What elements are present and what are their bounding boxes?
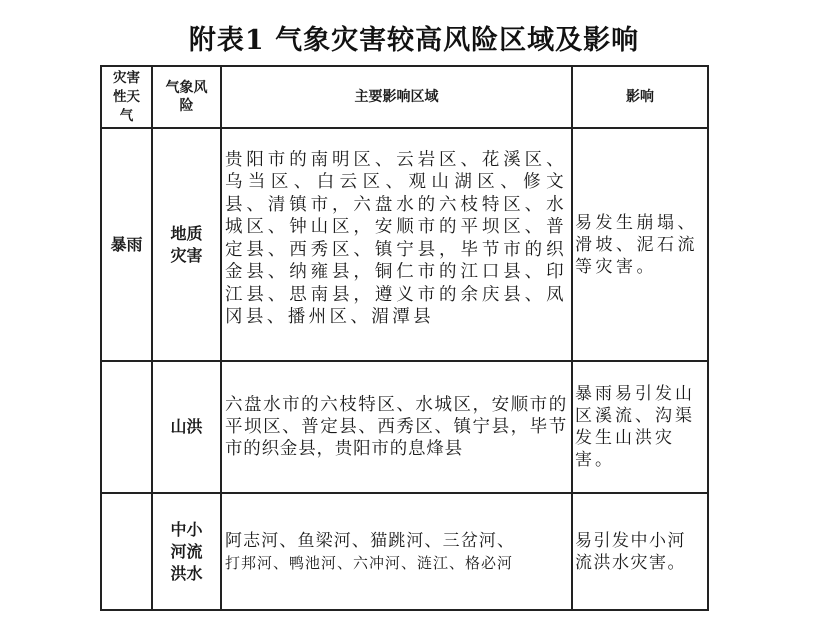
header-risk-label: 气象风险 <box>165 80 208 114</box>
risk-label: 中小河流洪水 <box>170 519 203 583</box>
risk-cell <box>152 128 221 361</box>
impact-cell: 易发生崩塌、滑坡、泥石流等灾害。 <box>572 128 708 361</box>
impact-cell: 暴雨易引发山区溪流、沟渠发生山洪灾害。 <box>572 361 708 493</box>
risk-label: 地质灾害 <box>170 223 203 265</box>
header-areas: 主要影响区域 <box>221 66 572 128</box>
risk-cell <box>152 493 221 610</box>
areas-cell <box>221 493 572 610</box>
areas-text-part2: 打邦河、鸭池河、六冲河、涟江、格必河 <box>225 553 514 572</box>
weather-cell <box>101 361 152 493</box>
table-row <box>101 493 708 610</box>
table-row <box>101 128 708 361</box>
header-risk <box>152 66 221 128</box>
areas-text-part1: 阿志河、鱼梁河、猫跳河、三岔河、 <box>225 530 515 551</box>
risk-table <box>100 65 709 611</box>
header-weather <box>101 66 152 128</box>
impact-cell: 易引发中小河流洪水灾害。 <box>572 493 708 610</box>
areas-cell: 六盘水市的六枝特区、水城区，安顺市的平坝区、普定县、西秀区、镇宁县，毕节市的织金县，贵阳市的息烽县 <box>221 361 572 493</box>
header-weather-label: 灾害性天气 <box>113 69 140 124</box>
table-row <box>101 361 708 493</box>
areas-cell: 贵阳市的南明区、云岩区、花溪区、乌当区、白云区、观山湖区、修文县、清镇市，六盘水的六枝特区、水城区、钟山区，安顺市的平坝区、普定县、西秀区、镇宁县，毕节市的织金县、纳雍县，铜仁市的江口县、印江县、思南县，遵义市的余庆县、凤冈县、播州区、湄潭县 <box>221 128 572 361</box>
document-title: 附表1 气象灾害较高风险区域及影响 <box>188 25 640 56</box>
table-header-row <box>101 66 708 128</box>
weather-cell: 暴雨 <box>101 128 152 361</box>
risk-cell: 山洪 <box>152 361 221 493</box>
weather-cell <box>101 493 152 610</box>
header-impact: 影响 <box>572 66 708 128</box>
